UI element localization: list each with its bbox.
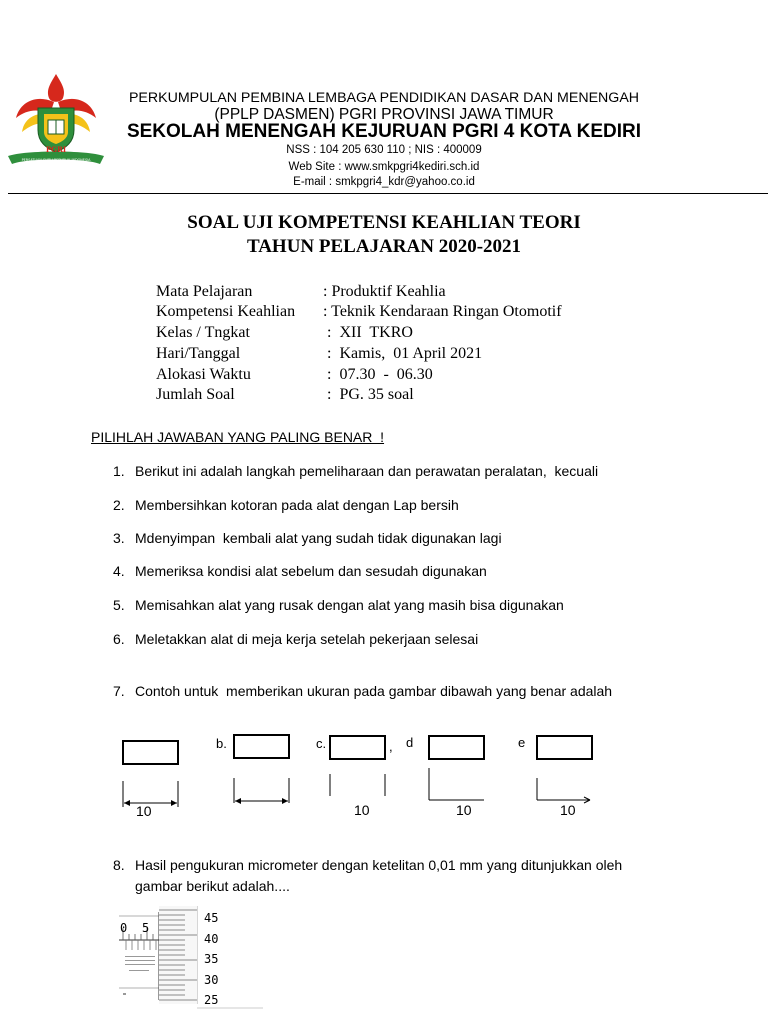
- option-b-rectangle: [234, 735, 289, 758]
- question-text: Mdenyimpan kembali alat yang sudah tidak digunakan lagi: [135, 530, 502, 546]
- thimble-number: 30: [204, 973, 219, 987]
- question-item: [113, 463, 598, 479]
- dimension-options-diagram: [0, 725, 768, 825]
- question-item: [113, 683, 612, 699]
- option-c-rectangle: [330, 736, 385, 759]
- info-row: [156, 366, 433, 384]
- school-name: SEKOLAH MENENGAH KEJURUAN PGRI 4 KOTA KEDIRI: [126, 121, 642, 142]
- micrometer-image: [115, 900, 265, 1012]
- org-line-2: (PPLP DASMEN) PGRI PROVINSI JAWA TIMUR: [214, 106, 554, 123]
- option-label-b: b.: [216, 736, 227, 751]
- info-value: : Produktif Keahlia: [323, 283, 446, 300]
- info-row: [156, 283, 446, 301]
- info-value: : PG. 35 soal: [323, 386, 414, 403]
- question-item: [113, 530, 502, 546]
- academic-year: TAHUN PELAJARAN 2020-2021: [246, 236, 522, 257]
- question-item: [113, 497, 459, 513]
- info-row: [156, 386, 414, 404]
- question-text: Memisahkan alat yang rusak dengan alat yang masih bisa digunakan: [135, 597, 564, 613]
- info-label: Kelas / Tngkat: [156, 324, 250, 341]
- question-text-continuation: gambar berikut adalah....: [135, 878, 290, 894]
- option-d-rectangle: [429, 736, 484, 759]
- question-number: 3.: [113, 530, 125, 546]
- info-row: [156, 324, 413, 342]
- info-label: Jumlah Soal: [156, 386, 235, 403]
- info-value: : 07.30 - 06.30: [323, 366, 433, 383]
- question-number: 8.: [113, 857, 125, 873]
- question-number: 4.: [113, 563, 125, 579]
- option-label-c-comma: ,: [389, 739, 393, 754]
- question-item: [113, 631, 478, 647]
- logo-ribbon-text: PERSATUAN GURU REPUBLIK INDONESIA: [21, 158, 91, 162]
- info-value: : Teknik Kendaraan Ringan Otomotif: [323, 303, 562, 320]
- question-item: [113, 563, 487, 579]
- option-label-c: c.: [316, 736, 327, 751]
- logo-text: PGRI: [45, 145, 67, 154]
- dimension-value-e: 10: [560, 802, 576, 818]
- header-divider: [8, 193, 768, 194]
- info-row: [156, 303, 562, 321]
- option-e-rectangle: [537, 736, 592, 759]
- thimble-number: 45: [204, 911, 219, 925]
- nss-line: NSS : 104 205 630 110 ; NIS : 400009: [286, 144, 482, 156]
- question-item: [113, 857, 622, 873]
- option-label-e: e: [518, 735, 526, 750]
- dimension-value-a: 10: [136, 803, 152, 819]
- instruction: PILIHLAH JAWABAN YANG PALING BENAR !: [91, 429, 385, 445]
- dimension-value-c: 10: [354, 802, 370, 818]
- option-label-d: d: [406, 735, 414, 750]
- question-number: 5.: [113, 597, 125, 613]
- exam-title: SOAL UJI KOMPETENSI KEAHLIAN TEORI: [187, 212, 581, 233]
- info-label: Hari/Tanggal: [156, 345, 241, 362]
- email-line: E-mail : smkpgri4_kdr@yahoo.co.id: [293, 176, 475, 188]
- dimension-value-d: 10: [456, 802, 472, 818]
- question-text: Berikut ini adalah langkah pemeliharaan dan perawatan peralatan, kecuali: [135, 463, 599, 479]
- info-label: Alokasi Waktu: [156, 366, 251, 383]
- question-text: Memeriksa kondisi alat sebelum dan sesudah digunakan: [135, 563, 487, 579]
- thimble-number: 25: [204, 993, 219, 1007]
- question-number: 7.: [113, 683, 125, 699]
- thimble-number: 35: [204, 952, 219, 966]
- website-line: Web Site : www.smkpgri4kediri.sch.id: [288, 161, 480, 173]
- option-a-rectangle: [123, 741, 178, 764]
- school-logo: [6, 72, 106, 170]
- info-value: : XII TKRO: [323, 324, 413, 341]
- info-label: Kompetensi Keahlian: [156, 303, 296, 320]
- question-number: 6.: [113, 631, 125, 647]
- sleeve-number-0: 0: [120, 921, 128, 935]
- org-line-1: PERKUMPULAN PEMBINA LEMBAGA PENDIDIKAN DASAR DAN MENENGAH: [128, 90, 640, 106]
- info-value: : Kamis, 01 April 2021: [323, 345, 483, 362]
- question-text: Contoh untuk memberikan ukuran pada gambar dibawah yang benar adalah: [135, 683, 613, 699]
- question-text: Hasil pengukuran micrometer dengan ketelitan 0,01 mm yang ditunjukkan oleh: [135, 857, 623, 873]
- sleeve-number-5: 5: [142, 921, 150, 935]
- thimble-number: 40: [204, 932, 219, 946]
- question-text: Membersihkan kotoran pada alat dengan Lap bersih: [135, 497, 459, 513]
- info-row: [156, 345, 482, 363]
- info-label: Mata Pelajaran: [156, 283, 253, 300]
- question-number: 1.: [113, 463, 125, 479]
- question-item: [113, 597, 564, 613]
- question-number: 2.: [113, 497, 125, 513]
- question-text: Meletakkan alat di meja kerja setelah pekerjaan selesai: [135, 631, 479, 647]
